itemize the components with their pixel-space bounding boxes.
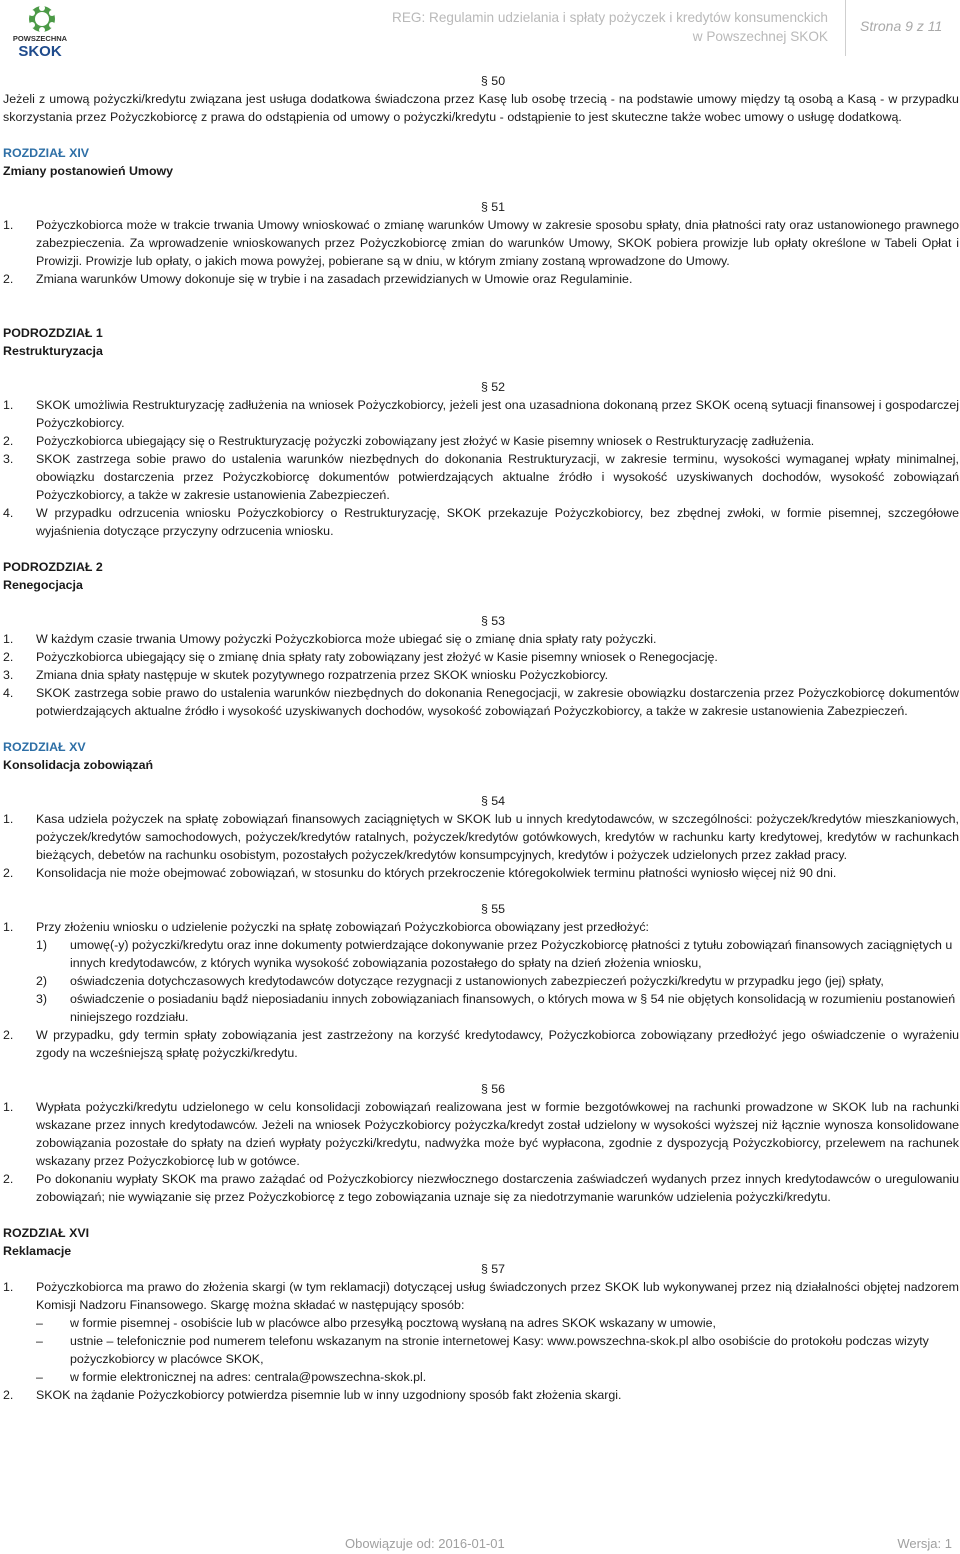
list-item: 2. W przypadku, gdy termin spłaty zobowiązania jest zastrzeżony na korzyść kredytodawcy, Pożyczkobiorca zobowiązany przedłożyć jego oświadczenie o wyrażeniu zgody na wcześniejszą spłatę pożyczki/kredytu.: [3, 1028, 959, 1060]
section-54-list: [3, 810, 959, 882]
section-57-number: § 57: [480, 1262, 506, 1276]
page-number: Strona 9 z 11: [860, 18, 943, 34]
section-50-text: Jeżeli z umową pożyczki/kredytu związana jest usługa dodatkowa świadczona przez Kasę lub osobę trzecią - na podstawie umowy między tą osobą a Kasą - w przypadku skorzystania przez Pożyczkobiorcę z prawa do odstąpienia od umowy o pożyczki/kredytu - odstąpienie to jest skuteczne także wobec umowy o usługę dodatkową.: [3, 92, 959, 124]
section-50-number: § 50: [480, 74, 506, 88]
subchapter-2-title: Renegocjacja: [3, 578, 83, 592]
sub-list-item: – ustnie – telefonicznie pod numerem telefonu wskazanym na stronie internetowej Kasy: www.powszechna-skok.pl albo osobiście do protokołu podczas wizyty pożyczkobiorcy w placówce SKOK,: [36, 1334, 929, 1366]
document-body: [3, 72, 959, 1404]
page-header: [0, 0, 960, 62]
sub-list-item: 1) umowę(-y) pożyczki/kredytu oraz inne dokumenty potwierdzające dokonywanie przez Pożyczkobiorcę płatności z tytułu zobowiązań finansowych zaciągniętych u innych kredytodawców, z których wynika wysokość zobowiązania pozostałego do spłaty na dzień złożenia wniosku,: [36, 938, 953, 970]
chapter-15-title: Konsolidacja zobowiązań: [3, 758, 154, 772]
list-item: 4. SKOK zastrzega sobie prawo do ustalenia warunków niezbędnych do dokonania Renegocjacji, w zakresie obowiązku dostarczenia przez Pożyczkobiorcę dokumentów potwierdzających aktualne źródło i wysokość uzyskiwanych dochodów, wysokość zobowiązań Pożyczkobiorcy, a także w zakresie ustanowienia Zabezpieczeń.: [3, 686, 959, 718]
list-item: 1. Przy złożeniu wniosku o udzielenie pożyczki na spłatę zobowiązań Pożyczkobiorca obowiązany jest przedłożyć:: [3, 920, 649, 934]
powszechna-skok-logo: [10, 4, 90, 60]
list-item: 2. Konsolidacja nie może obejmować zobowiązań, w stosunku do których przekroczenie któregokolwiek terminu płatności wyniosło więcej niż 90 dni.: [3, 866, 837, 880]
list-item: 2. Zmiana warunków Umowy dokonuje się w trybie i na zasadach przewidzianych w Umowie oraz Regulaminie.: [3, 272, 633, 286]
document-title-line1: REG: Regulamin udzielania i spłaty pożyczek i kredytów konsumenckich: [392, 10, 828, 25]
list-item: 3. Zmiana dnia spłaty następuje w skutek pozytywnego rozpatrzenia przez SKOK wniosku Pożyczkobiorcy.: [3, 668, 609, 682]
section-57-list: [3, 1278, 959, 1314]
chapter-14-title: Zmiany postanowień Umowy: [3, 164, 174, 178]
list-item: 2. SKOK na żądanie Pożyczkobiorcy potwierdza pisemnie lub w inny uzgodniony sposób fakt złożenia skargi.: [3, 1388, 622, 1402]
list-item: 1. Kasa udziela pożyczek na spłatę zobowiązań finansowych zaciągniętych w SKOK lub u innych kredytodawców, w szczególności: pożyczek/kredytów mieszkaniowych, pożyczek/kredytów samochodowych, pożyczek/kredytów ratalnych, pożyczek/kredytów gotówkowych, kredytów w rachunku karty kredytowej, kredytów w rachunkach bieżących, debetów na rachunku osobistym, pozostałych pożyczek/kredytów konsumpcyjnych, kredytów i pożyczek udzielonych przez zakład pracy.: [3, 812, 959, 862]
section-55-number: § 55: [480, 902, 506, 916]
chapter-15-label: ROZDZIAŁ XV: [3, 740, 86, 754]
list-item: 1. SKOK umożliwia Restrukturyzację zadłużenia na wniosek Pożyczkobiorcy, jeżeli jest ona uzasadniona dokonaną przez SKOK oceną sytuacji finansowej i gospodarczej Pożyczkobiorcy.: [3, 398, 959, 430]
sub-list-item: – w formie pisemnej - osobiście lub w placówce albo przesyłką pocztową wysłaną na adres SKOK wskazany w umowie,: [36, 1316, 716, 1330]
subchapter-2-label: PODROZDZIAŁ 2: [3, 560, 103, 574]
list-item: 1. Pożyczkobiorca ma prawo do złożenia skargi (w tym reklamacji) dotyczącej usług świadczonych przez SKOK lub wykonywanej przez nią działalności objętej nadzorem Komisji Nadzoru Finansowego. Skargę można składać w następujący sposób:: [3, 1280, 959, 1312]
subchapter-1-label: PODROZDZIAŁ 1: [3, 326, 103, 340]
document-title: [392, 8, 828, 46]
sub-list-item: 3) oświadczenie o posiadaniu bądź nieposiadaniu innych zobowiązaniach finansowych, o których mowa w § 54 nie objętych konsolidacją w rozumieniu postanowień niniejszego rozdziału.: [36, 992, 956, 1024]
list-item: 2. Pożyczkobiorca ubiegający się o Restrukturyzację pożyczki zobowiązany jest złożyć w Kasie pisemny wniosek o Restrukturyzację zadłużenia.: [3, 434, 815, 448]
section-56-list: [3, 1098, 959, 1206]
section-57-sublist: [3, 1314, 959, 1386]
chapter-16-label: ROZDZIAŁ XVI: [3, 1226, 90, 1240]
header-divider: [845, 0, 846, 56]
section-55-sublist: [3, 936, 959, 1026]
effective-date: Obowiązuje od: 2016-01-01: [345, 1536, 505, 1551]
sub-list-item: 2) oświadczenia dotychczasowych kredytodawców dotyczące rezygnacji z ustanowionych zabezpieczeń pożyczki/kredytu w przypadku jego (jej) spłaty,: [36, 974, 884, 988]
document-title-line2: w Powszechnej SKOK: [692, 29, 828, 44]
section-53-number: § 53: [480, 614, 506, 628]
svg-text:SKOK: SKOK: [18, 43, 62, 60]
list-item: 4. W przypadku odrzucenia wniosku Pożyczkobiorcy o Restrukturyzację, SKOK przekazuje Pożyczkobiorcy, bez zbędnej zwłoki, w formie pisemnej, szczegółowe wyjaśnienia dotyczące przyczyny odrzucenia wniosku.: [3, 506, 959, 538]
list-item: 1. Pożyczkobiorca może w trakcie trwania Umowy wnioskować o zmianę warunków Umowy w zakresie sposobu spłaty, dnia płatności raty oraz ustanowionego prawnego zabezpieczenia. Za wprowadzenie wnioskowanych przez Pożyczkobiorcę zmian do warunków Umowy, SKOK pobiera prowizje lub opłaty określone w Tabeli Opłat i Prowizji. Prowizje lub opłaty, o jakich mowa powyżej, pobierane są w dniu, w którym zmiany zostaną wprowadzone do Umowy.: [3, 218, 959, 268]
section-55-list: [3, 918, 959, 936]
section-52-number: § 52: [480, 380, 506, 394]
section-54-number: § 54: [480, 794, 506, 808]
section-56-number: § 56: [480, 1082, 506, 1096]
list-item: 1. Wypłata pożyczki/kredytu udzielonego w celu konsolidacji zobowiązań realizowana jest w formie bezgotówkowej na rachunki prowadzone w SKOK lub na rachunki wskazane przez innych kredytodawców. Jeżeli na wniosek Pożyczkobiorcy pożyczka/kredyt został udzielony w wysokości wyższej niż łącznie wynosza konsolidowane zobowiązania pozostałe do spłaty na dzień wypłaty pożyczki/kredytu, nadwyżka może być wypłacona, zgodnie z dyspozycją Pożyczkobiorcy, przelewem na rachunek wskazany przez Pożyczkobiorcę lub w gotówce.: [3, 1100, 959, 1168]
sub-list-item: – w formie elektronicznej na adres: centrala@powszechna-skok.pl.: [36, 1370, 427, 1384]
section-53-list: [3, 630, 959, 720]
list-item: 2. Pożyczkobiorca ubiegający się o zmianę dnia spłaty raty zobowiązany jest złożyć w Kasie pisemny wniosek o Renegocjację.: [3, 650, 718, 664]
list-item: 2. Po dokonaniu wypłaty SKOK ma prawo zażądać od Pożyczkobiorcy niezwłocznego dostarczenia zaświadczeń wydanych przez innych kredytodawców o uregulowaniu zobowiązań; nie wywiązanie się przez Pożyczkobiorcę z tego zobowiązania uznaje się za niedotrzymanie warunków udzielenia pożyczki/kredytu.: [3, 1172, 959, 1204]
section-52-list: [3, 396, 959, 540]
chapter-14-label: ROZDZIAŁ XIV: [3, 146, 90, 160]
svg-text:POWSZECHNA: POWSZECHNA: [12, 34, 68, 43]
section-51-number: § 51: [480, 200, 506, 214]
section-51-list: [3, 216, 959, 288]
list-item: 3. SKOK zastrzega sobie prawo do ustalenia warunków niezbędnych do dokonania Restrukturyzacji, w zakresie terminu, wysokości wymaganej wpłaty minimalnej, obowiązku dostarczenia przez Pożyczkobiorcę dokumentów potwierdzających aktualne źródło i wysokość uzyskiwanych dochodów, wysokość zobowiązań Pożyczkobiorcy, a także w zakresie ustanowienia Zabezpieczeń.: [3, 452, 959, 502]
version-label: Wersja: 1: [897, 1536, 952, 1551]
list-item: 1. W każdym czasie trwania Umowy pożyczki Pożyczkobiorca może ubiegać się o zmianę dnia spłaty raty pożyczki.: [3, 632, 657, 646]
chapter-16-title: Reklamacje: [3, 1244, 72, 1258]
subchapter-1-title: Restrukturyzacja: [3, 344, 103, 358]
